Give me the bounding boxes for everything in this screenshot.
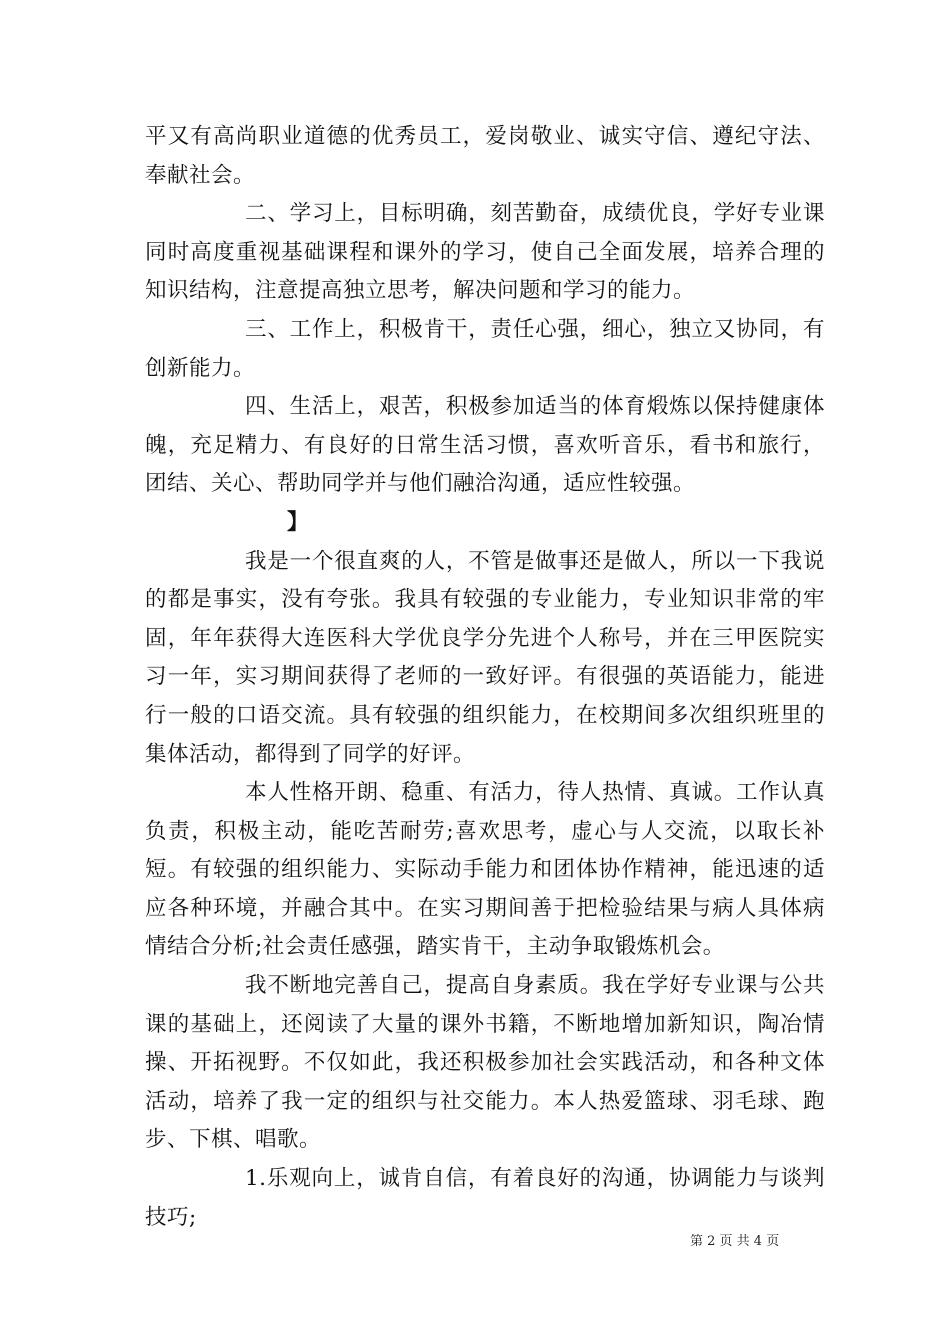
paragraph-life: 四、生活上，艰苦，积极参加适当的体育煅炼以保持健康体魄，充足精力、有良好的日常生活习惯，喜欢听音乐，看书和旅行，团结、关心、帮助同学并与他们融洽沟通，适应性较强。 (145, 394, 825, 497)
paragraph-personality: 本人性格开朗、稳重、有活力，待人热情、真诚。工作认真负责，积极主动，能吃苦耐劳;喜欢思考，虚心与人交流，以取长补短。有较强的组织能力、实际动手能力和团体协作精神，能迅速的适应各种环境，并融合其中。在实习期间善于把检验结果与病人具体病情结合分析;社会责任感强，踏实肯干，主动争取锻炼机会。 (145, 780, 825, 960)
paragraph-work: 三、工作上，积极肯干，责任心强，细心，独立又协同，有创新能力。 (145, 316, 825, 381)
paragraph-study: 二、学习上，目标明确，刻苦勤奋，成绩优良，学好专业课同时高度重视基础课程和课外的学习，使自己全面发展，培养合理的知识结构，注意提高独立思考，解决问题和学习的能力。 (145, 201, 825, 304)
document-body (145, 118, 825, 1237)
bracket-mark: 】 (287, 509, 310, 535)
paragraph-continuation: 平又有高尚职业道德的优秀员工，爱岗敬业、诚实守信、遵纪守法、奉献社会。 (145, 124, 825, 188)
paragraph-list-item-1: 1.乐观向上，诚肯自信，有着良好的沟通，协调能力与谈判技巧; (145, 1166, 825, 1230)
paragraph-self-improvement: 我不断地完善自己，提高自身素质。我在学好专业课与公共课的基础上，还阅读了大量的课外书籍，不断地增加新知识，陶冶情操、开拓视野。不仅如此，我还积极参加社会实践活动，和各种文体活动，培养了我一定的组织与社交能力。本人热爱篮球、羽毛球、跑步、下棋、唱歌。 (145, 973, 825, 1153)
paragraph-self-intro: 我是一个很直爽的人，不管是做事还是做人，所以一下我说的都是事实，没有夸张。我具有较强的专业能力，专业知识非常的牢固，年年获得大连医科大学优良学分先进个人称号，并在三甲医院实习一年，实习期间获得了老师的一致好评。有很强的英语能力，能进行一般的口语交流。具有较强的组织能力，在校期间多次组织班里的集体活动，都得到了同学的好评。 (145, 548, 825, 767)
page-number: 第 2 页 共 4 页 (690, 1234, 780, 1249)
